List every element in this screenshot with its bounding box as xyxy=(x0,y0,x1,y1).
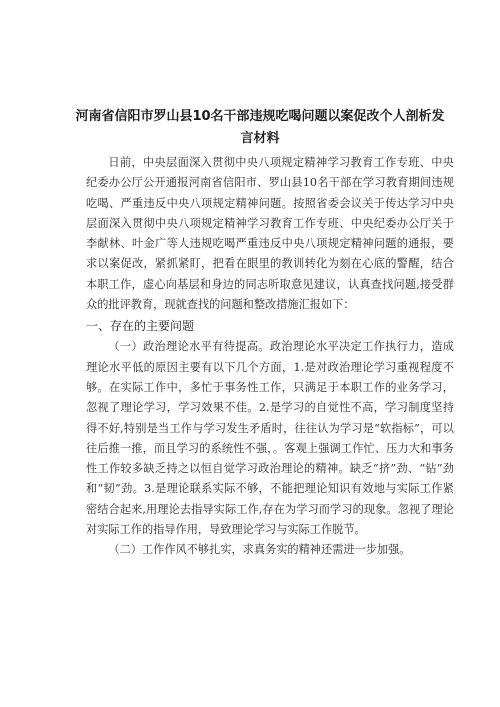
title-line-1: 河南省信阳市罗山县10名干部违规吃喝问题以案促改个人剖析发 xyxy=(75,109,445,124)
paragraph-work-style: （二）工作作风不够扎实，求真务实的精神还需进一步加强。 xyxy=(108,543,411,557)
document-title xyxy=(60,106,460,150)
intro-paragraph: 日前，中央层面深入贯彻中央八项规定精神学习教育工作专班、中央纪委办公厅公开通报河南省信阳市、罗山县10名干部在学习教育期间违规吃喝、严重违反中央八项规定精神问题。按照省委会议关于传达学习中央层面深入贯彻中央八项规定精神学习教育工作专班、中央纪委办公厅关于李献林、叶金广等人违规吃喝严重违反中央八项规定精神问题的通报，要求以案促改，紧抓紧盯，把看在眼里的教训转化为刻在心底的警醒，结合本职工作，虚心向基层和身边的同志听取意见建议，认真查找问题,接受群众的批评教育，现就查找的问题和整改措施汇报如下： xyxy=(86,156,454,312)
title-line-2: 言材料 xyxy=(240,131,280,146)
document-body xyxy=(86,153,454,561)
paragraph-political-theory: （一）政治理论水平有待提高。政治理论水平决定工作执行力，造成理论水平低的原因主要有以下几个方面，1.是对政治理论学习重视程度不够。在实际工作中，多忙于事务性工作，只满足于本职工作的业务学习，忽视了理论学习，学习效果不佳。2.是学习的自觉性不高，学习制度坚持得不好,特别是当工作与学习发生矛盾时，往往认为学习是“软指标”，可以往后推一推，而且学习的系统性不强，。客观上强调工作忙、压力大和事务性工作较多缺乏持之以恒自觉学习政治理论的精神。缺乏“挤”劲、“钻”劲和“韧”劲。3.是理论联系实际不够，不能把理论知识有效地与实际工作紧密结合起来,用理论去指导实际工作,存在为学习而学习的现象。忽视了理论对实际工作的指导作用，导致理论学习与实际工作脱节。 xyxy=(86,340,454,537)
section-heading-problems: 一、存在的主要问题 xyxy=(86,319,195,334)
